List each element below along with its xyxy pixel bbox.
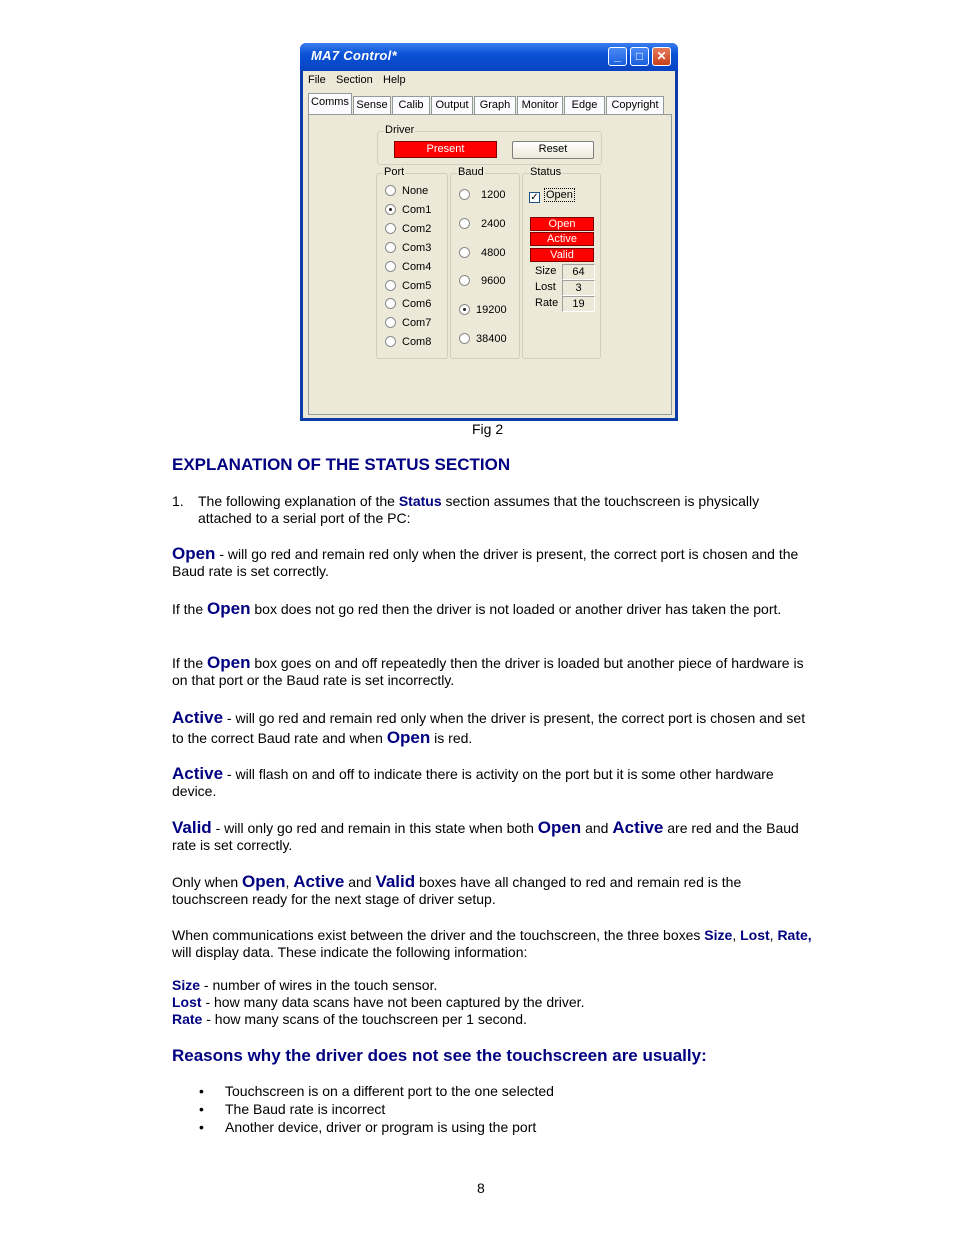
port-option-com1[interactable] <box>385 204 431 218</box>
keyword-lost: Lost <box>172 994 202 1010</box>
keyword-open: Open <box>172 544 216 563</box>
lost-label: Lost <box>535 281 556 293</box>
radio-button-icon[interactable] <box>385 185 396 196</box>
baud-option-label: 4800 <box>481 246 506 259</box>
list-item: • The Baud rate is incorrect <box>225 1100 554 1118</box>
keyword-size: Size <box>172 977 201 993</box>
paragraph-only-when <box>172 873 812 908</box>
port-option-label: Com8 <box>402 336 432 349</box>
tab-output[interactable]: Output <box>431 96 473 114</box>
separator: , <box>732 927 741 943</box>
status-group-label: Status <box>530 166 562 178</box>
lost-value: 3 <box>562 280 595 296</box>
paragraph-text: box does not go red then the driver is not loaded or another driver has taken the port. <box>250 601 782 617</box>
menu-section[interactable]: Section <box>336 74 373 86</box>
baud-option-2400[interactable] <box>459 218 505 232</box>
driver-present-indicator: Present <box>394 141 497 158</box>
checkmark-icon[interactable]: ✓ <box>530 192 539 203</box>
port-option-com7[interactable] <box>385 317 431 331</box>
baud-option-label: 1200 <box>481 189 506 201</box>
port-option-label: Com6 <box>402 298 432 311</box>
radio-button-icon[interactable] <box>459 275 470 286</box>
tab-copyright[interactable]: Copyright <box>606 96 664 114</box>
radio-button-icon[interactable] <box>385 223 396 234</box>
paragraph-text: - will flash on and off to indicate there is activity on the port but it is some other hardware device. <box>172 766 774 799</box>
paragraph-open-3 <box>172 654 812 689</box>
baud-option-label: 19200 <box>476 304 507 317</box>
keyword-active: Active <box>612 818 664 837</box>
radio-button-icon[interactable] <box>459 189 470 200</box>
keyword-open: Open <box>386 728 431 747</box>
radio-button-icon[interactable] <box>385 204 396 215</box>
keyword-status: Status <box>398 493 442 509</box>
paragraph-post: will display data. These indicate the following information: <box>172 944 528 960</box>
close-button[interactable]: ✕ <box>652 47 671 66</box>
paragraph-communications <box>172 927 812 961</box>
keyword-size: Size <box>704 927 733 943</box>
port-option-label: None <box>402 185 429 197</box>
figure-caption: Fig 2 <box>472 421 504 437</box>
keyword-active: Active <box>172 708 224 727</box>
radio-button-icon[interactable] <box>385 242 396 253</box>
paragraph-pre: Only when <box>172 874 243 890</box>
minimize-button[interactable]: _ <box>608 47 627 66</box>
port-option-label: Com2 <box>402 222 432 235</box>
baud-option-label: 9600 <box>481 275 506 288</box>
separator: , <box>285 874 294 890</box>
port-option-com6[interactable] <box>385 298 431 312</box>
baud-group-label: Baud <box>458 166 484 178</box>
tab-strip <box>308 93 668 115</box>
maximize-button[interactable]: □ <box>630 47 649 66</box>
port-group-label: Port <box>384 166 405 178</box>
port-option-label: Com1 <box>402 203 432 216</box>
tab-graph[interactable]: Graph <box>474 96 516 114</box>
radio-button-icon[interactable] <box>459 333 470 344</box>
port-option-com8[interactable] <box>385 336 431 350</box>
size-label: Size <box>535 265 557 277</box>
paragraph-active-1 <box>172 708 812 748</box>
item-1-post: section assumes that the touchscreen is physically attached to a serial port of the PC: <box>198 493 760 526</box>
paragraph-text: - will go red and remain red only when the driver is present, the correct port is chosen and the Baud rate is set correctly. <box>172 546 799 579</box>
tab-monitor[interactable]: Monitor <box>517 96 563 114</box>
definition-text: - how many data scans have not been captured by the driver. <box>201 994 585 1010</box>
rate-value: 19 <box>562 296 595 312</box>
window-title: MA7 Control* <box>311 48 397 63</box>
baud-option-4800[interactable] <box>459 247 505 261</box>
keyword-valid: Valid <box>172 818 212 837</box>
paragraph-text: - will go red and remain red only when the driver is present, the correct port is chosen and set to the correct Baud rate and when <box>172 710 806 746</box>
baud-group <box>450 166 520 359</box>
port-option-label: Com7 <box>402 317 432 330</box>
paragraph-pre: If the <box>172 601 208 617</box>
paragraph-text: box goes on and off repeatedly then the driver is loaded but another piece of hardware is on that port or the Baud rate is set incorrectly. <box>172 655 804 688</box>
title-bar[interactable] <box>300 43 678 71</box>
radio-button-icon[interactable] <box>385 317 396 328</box>
radio-button-icon[interactable] <box>385 280 396 291</box>
keyword-valid: Valid <box>375 872 416 891</box>
port-option-com2[interactable] <box>385 223 431 237</box>
status-group <box>522 166 601 359</box>
definition-rate <box>172 1011 812 1028</box>
radio-button-icon[interactable] <box>459 218 470 229</box>
open-checkbox-label: Open <box>546 189 573 201</box>
driver-group-label: Driver <box>385 124 415 136</box>
definitions-list <box>172 977 812 1028</box>
port-option-label: Com5 <box>402 279 432 292</box>
paragraph-open-1 <box>172 545 812 580</box>
paragraph-pre: If the <box>172 655 208 671</box>
baud-option-38400[interactable] <box>459 333 507 347</box>
paragraph-open-2 <box>172 600 812 618</box>
paragraph-valid <box>172 819 812 854</box>
open-indicator: Open <box>530 217 594 231</box>
reasons-list <box>172 1082 554 1136</box>
paragraph-mid: and <box>581 820 613 836</box>
keyword-open: Open <box>537 818 582 837</box>
paragraph-active-2 <box>172 765 812 800</box>
separator: , <box>769 927 778 943</box>
baud-option-9600[interactable] <box>459 275 505 289</box>
item-1-pre: The following explanation of the <box>198 493 399 509</box>
tab-edge[interactable]: Edge <box>564 96 605 114</box>
keyword-active: Active <box>293 872 345 891</box>
paragraph-post: is red. <box>430 730 473 746</box>
keyword-open: Open <box>207 599 251 618</box>
item-number: 1. <box>172 493 184 509</box>
section-heading-status: EXPLANATION OF THE STATUS SECTION <box>172 455 511 474</box>
comms-tab-panel <box>308 114 672 415</box>
section-heading-reasons: Reasons why the driver does not see the touchscreen are usually: <box>172 1046 707 1065</box>
driver-group <box>377 124 602 165</box>
port-option-com5[interactable] <box>385 280 431 294</box>
port-option-label: Com4 <box>402 260 432 273</box>
paragraph-text: - will only go red and remain in this state when both <box>211 820 538 836</box>
tab-comms[interactable]: Comms <box>308 93 352 115</box>
list-item: • Another device, driver or program is using the port <box>225 1118 554 1136</box>
rate-label: Rate <box>535 297 559 309</box>
size-value: 64 <box>562 264 595 280</box>
item-1-text <box>198 493 812 527</box>
baud-option-1200[interactable] <box>459 189 505 203</box>
active-indicator: Active <box>530 232 594 246</box>
keyword-open: Open <box>207 653 251 672</box>
radio-button-icon[interactable] <box>385 298 396 309</box>
window-client-area <box>303 71 675 418</box>
list-item: • Touchscreen is on a different port to the one selected <box>225 1082 554 1100</box>
reset-button[interactable]: Reset <box>512 141 594 159</box>
open-checkbox-row[interactable] <box>529 189 575 203</box>
tab-calib[interactable]: Calib <box>392 96 430 114</box>
keyword-lost: Lost <box>740 927 770 943</box>
definition-lost <box>172 994 812 1011</box>
keyword-active: Active <box>172 764 224 783</box>
radio-button-icon[interactable] <box>385 336 396 347</box>
definition-size <box>172 977 812 994</box>
baud-option-label: 2400 <box>481 217 506 230</box>
port-option-label: Com3 <box>402 241 432 254</box>
port-option-none[interactable] <box>385 185 428 199</box>
baud-option-label: 38400 <box>476 333 507 345</box>
port-option-com4[interactable] <box>385 261 431 275</box>
menu-file[interactable]: File <box>308 74 326 86</box>
definition-text: - number of wires in the touch sensor. <box>200 977 438 993</box>
tab-sense[interactable]: Sense <box>353 96 391 114</box>
baud-option-19200[interactable] <box>459 304 507 318</box>
keyword-rate: Rate, <box>777 927 812 943</box>
page-number: 8 <box>477 1180 485 1196</box>
port-group <box>376 166 448 359</box>
port-option-com3[interactable] <box>385 242 431 256</box>
numbered-item-1 <box>172 493 812 527</box>
definition-text: - how many scans of the touchscreen per 1 second. <box>202 1011 527 1027</box>
ma7-control-window <box>300 43 678 421</box>
radio-button-icon[interactable] <box>459 304 470 315</box>
radio-button-icon[interactable] <box>459 247 470 258</box>
menu-help[interactable]: Help <box>383 74 406 86</box>
paragraph-post: boxes have all changed to red and remain red is the touchscreen ready for the next stage of driver setup. <box>172 874 742 907</box>
separator: and <box>344 874 376 890</box>
valid-indicator: Valid <box>530 248 594 262</box>
radio-button-icon[interactable] <box>385 261 396 272</box>
keyword-open: Open <box>242 872 286 891</box>
paragraph-post: are red and the Baud rate is set correctly. <box>172 820 799 853</box>
paragraph-pre: When communications exist between the driver and the touchscreen, the three boxes <box>172 927 705 943</box>
keyword-rate: Rate <box>172 1011 203 1027</box>
